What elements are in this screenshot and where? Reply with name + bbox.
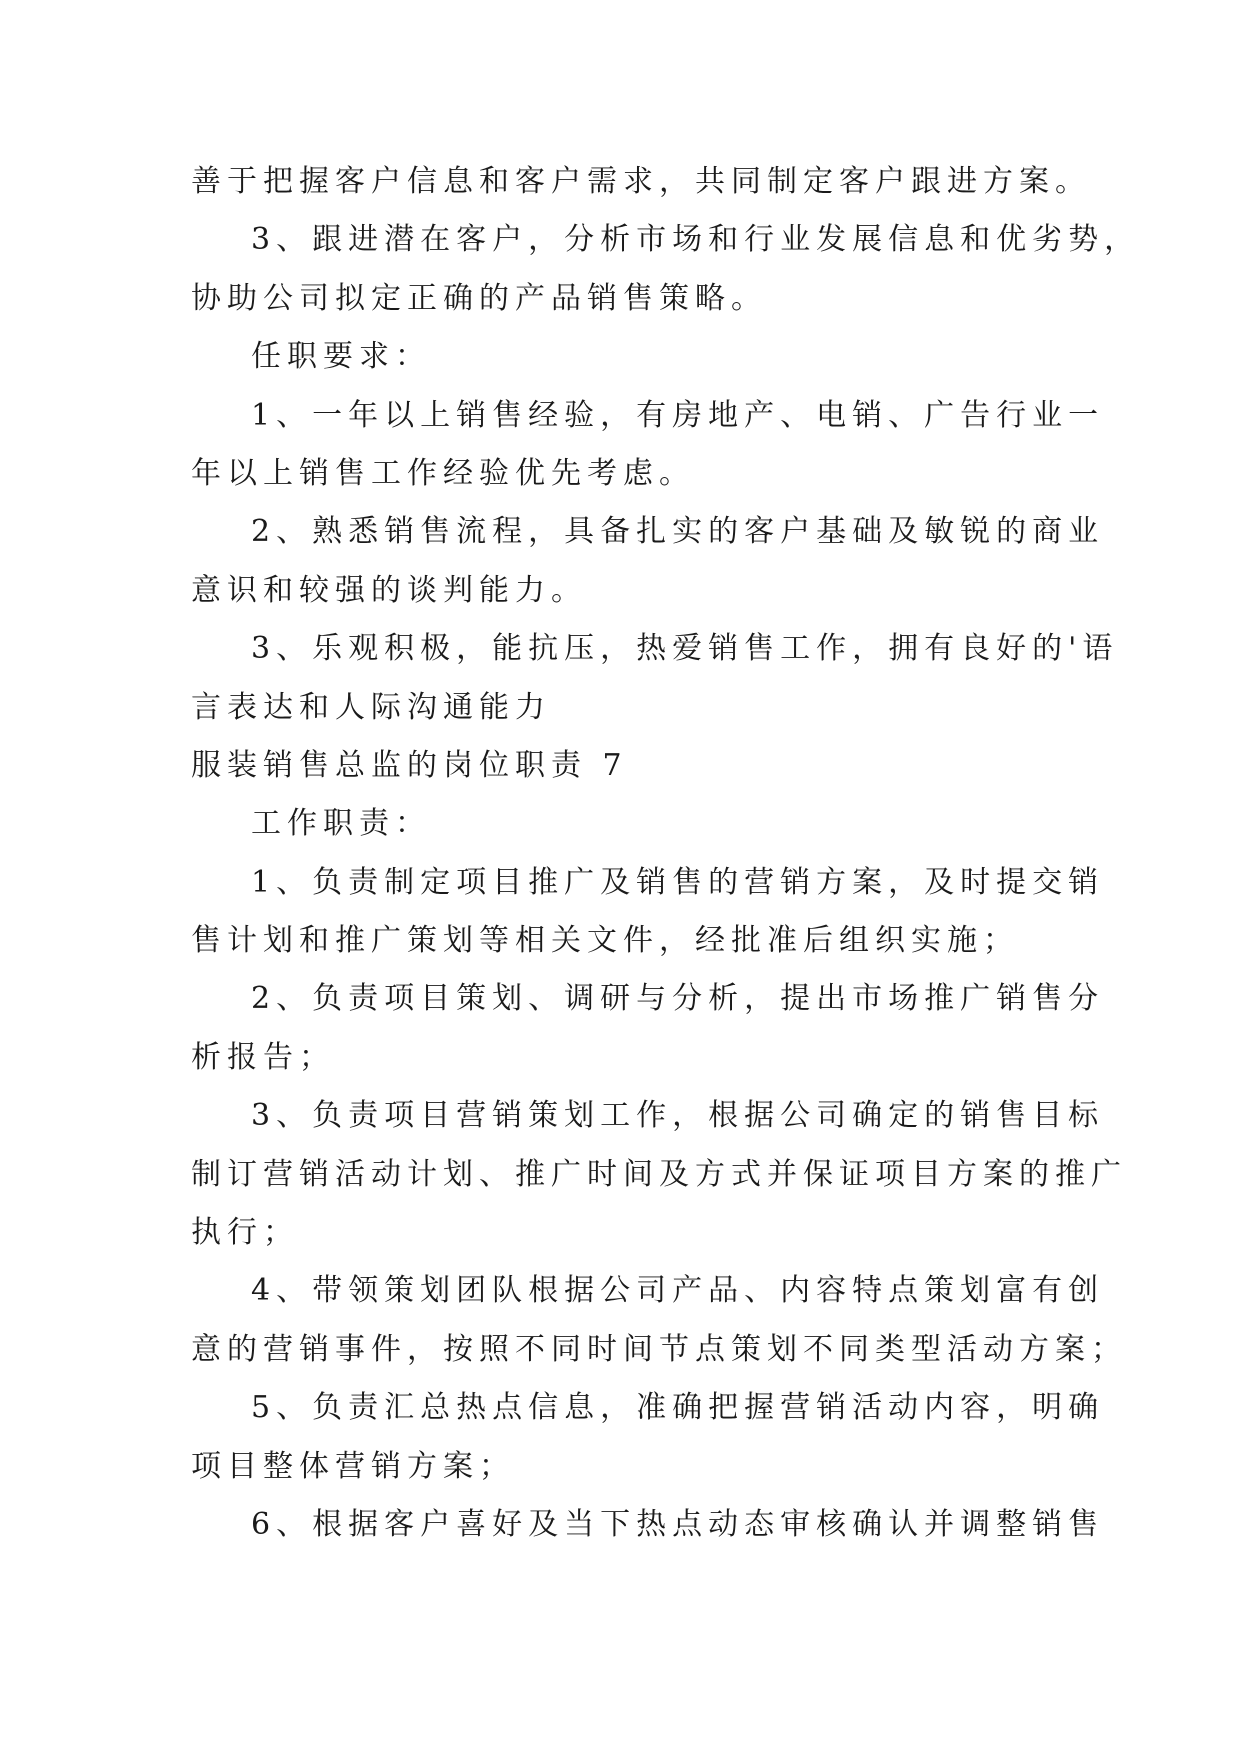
section-heading-requirements: 任职要求：	[251, 339, 431, 375]
text-line: 1、一年以上销售经验，有房地产、电销、广告行业一	[251, 397, 1105, 433]
text-line: 意的营销事件，按照不同时间节点策划不同类型活动方案；	[191, 1331, 1127, 1367]
text-line: 执行；	[191, 1215, 299, 1251]
text-line: 3、乐观积极，能抗压，热爱销售工作，拥有良好的'语	[251, 631, 1119, 667]
section-heading-duties: 工作职责：	[251, 806, 431, 842]
text-line: 2、熟悉销售流程，具备扎实的客户基础及敏锐的商业	[251, 514, 1105, 550]
text-line: 3、负责项目营销策划工作，根据公司确定的销售目标	[251, 1098, 1105, 1134]
text-line: 6、根据客户喜好及当下热点动态审核确认并调整销售	[251, 1506, 1105, 1542]
text-line: 善于把握客户信息和客户需求，共同制定客户跟进方案。	[191, 164, 1091, 199]
text-line: 言表达和人际沟通能力	[191, 689, 551, 725]
text-line: 制订营销活动计划、推广时间及方式并保证项目方案的推广	[191, 1156, 1127, 1192]
text-line: 2、负责项目策划、调研与分析，提出市场推广销售分	[251, 981, 1105, 1017]
section-title: 服装销售总监的岗位职责 7	[191, 747, 628, 783]
text-line: 协助公司拟定正确的产品销售策略。	[191, 280, 767, 316]
document-body	[191, 153, 1141, 1554]
text-line: 5、负责汇总热点信息，准确把握营销活动内容，明确	[251, 1390, 1105, 1426]
text-line: 年以上销售工作经验优先考虑。	[191, 455, 695, 491]
text-line: 意识和较强的谈判能力。	[191, 572, 587, 608]
text-line: 3、跟进潜在客户，分析市场和行业发展信息和优劣势，	[251, 222, 1141, 258]
text-line: 1、负责制定项目推广及销售的营销方案，及时提交销	[251, 864, 1105, 900]
text-line: 4、带领策划团队根据公司产品、内容特点策划富有创	[251, 1273, 1105, 1309]
text-line: 项目整体营销方案；	[191, 1448, 515, 1484]
text-line: 售计划和推广策划等相关文件，经批准后组织实施；	[191, 923, 1019, 959]
text-line: 析报告；	[191, 1039, 335, 1075]
